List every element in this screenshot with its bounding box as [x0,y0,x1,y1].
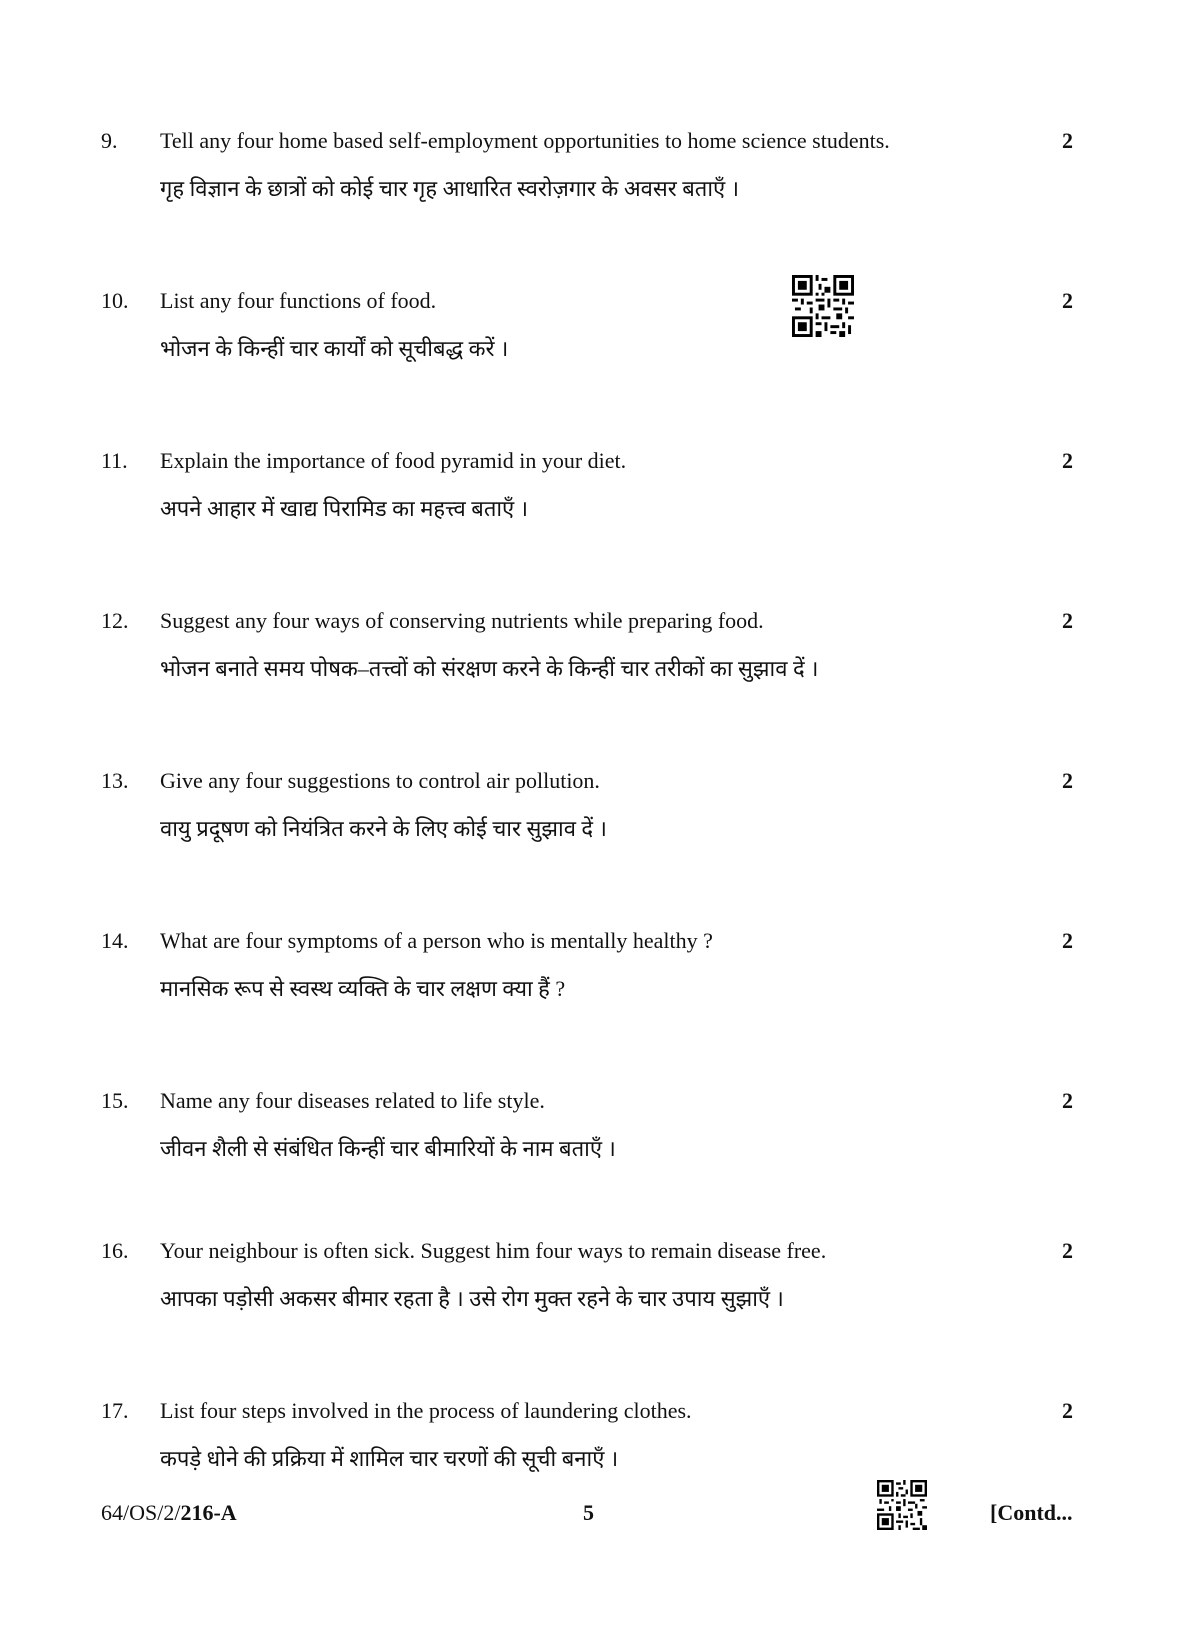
question-marks: 2 [1062,1088,1073,1113]
question-number: 11. [101,448,128,473]
question-text-hindi: कपड़े धोने की प्रक्रिया में शामिल चार चरणों की सूची बनाएँ । [160,1446,619,1471]
question-11 [0,445,1188,555]
question-text-english: What are four symptoms of a person who is mentally healthy ? [160,928,713,953]
question-text-hindi: भोजन के किन्हीं चार कार्यों को सूचीबद्ध करें । [160,336,509,361]
question-text-hindi: आपका पड़ोसी अकसर बीमार रहता है । उसे रोग मुक्त रहने के चार उपाय सुझाएँ । [160,1286,784,1311]
question-15 [0,1085,1188,1195]
question-text-hindi: भोजन बनाते समय पोषक–तत्त्वों को संरक्षण करने के किन्हीं चार तरीकों का सुझाव दें । [160,656,819,681]
question-9 [0,125,1188,235]
paper-code-bold: 216-A [180,1500,237,1525]
question-text-hindi: मानसिक रूप से स्वस्थ व्यक्ति के चार लक्षण क्या हैं ? [160,976,566,1001]
question-marks: 2 [1062,1238,1073,1263]
question-text-english: Give any four suggestions to control air pollution. [160,768,600,793]
question-text-hindi: वायु प्रदूषण को नियंत्रित करने के लिए कोई चार सुझाव दें । [160,816,607,841]
question-marks: 2 [1062,1398,1073,1423]
question-text-english: Explain the importance of food pyramid in your diet. [160,448,627,473]
question-marks: 2 [1062,288,1073,313]
paper-code [101,1498,237,1528]
question-text-english: List any four functions of food. [160,288,437,313]
question-number: 16. [101,1238,129,1263]
question-text-english: Tell any four home based self-employment opportunities to home science students. [160,128,890,153]
question-13 [0,765,1188,875]
question-number: 14. [101,928,129,953]
question-number: 17. [101,1398,129,1423]
page-number: 5 [583,1500,594,1525]
question-14 [0,925,1188,1035]
question-marks: 2 [1062,928,1073,953]
question-text-english: List four steps involved in the process of laundering clothes. [160,1398,692,1423]
question-text-hindi: गृह विज्ञान के छात्रों को कोई चार गृह आधारित स्वरोज़गार के अवसर बताएँ । [160,176,740,201]
question-number: 12. [101,608,129,633]
question-marks: 2 [1062,608,1073,633]
qr-code-icon [792,275,854,337]
question-text-english: Suggest any four ways of conserving nutrients while preparing food. [160,608,764,633]
question-12 [0,605,1188,715]
question-number: 15. [101,1088,129,1113]
paper-code-prefix: 64/OS/2/ [101,1500,181,1525]
question-text-hindi: अपने आहार में खाद्य पिरामिड का महत्त्व बताएँ । [160,496,529,521]
question-text-english: Name any four diseases related to life style. [160,1088,545,1113]
qr-code-icon [877,1480,927,1530]
question-marks: 2 [1062,128,1073,153]
question-number: 13. [101,768,129,793]
question-number: 10. [101,288,129,313]
question-text-english: Your neighbour is often sick. Suggest him four ways to remain disease free. [160,1238,827,1263]
question-17 [0,1395,1188,1505]
question-16 [0,1235,1188,1345]
question-number: 9. [101,128,118,153]
question-10 [0,285,1188,395]
question-text-hindi: जीवन शैली से संबंधित किन्हीं चार बीमारियों के नाम बताएँ । [160,1136,616,1161]
continued-marker: [Contd... [990,1500,1073,1525]
question-marks: 2 [1062,768,1073,793]
question-marks: 2 [1062,448,1073,473]
